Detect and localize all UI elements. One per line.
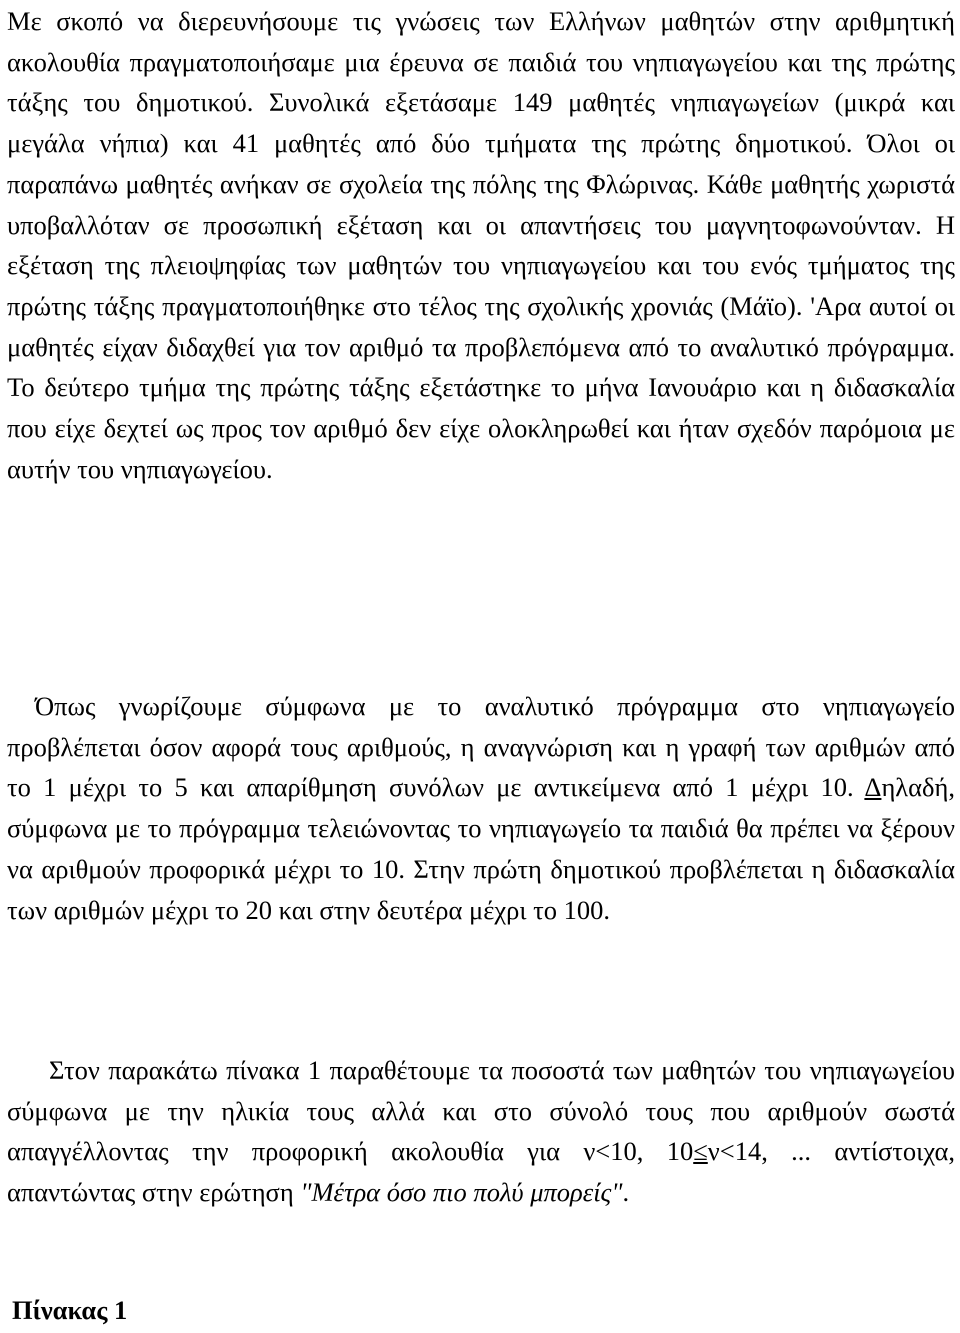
paragraph-table-intro-text-end: .: [622, 1177, 630, 1208]
table-title: Πίνακας 1: [12, 1295, 128, 1325]
question-quote: "Μέτρα όσο πιο πολύ μπορείς": [300, 1177, 623, 1208]
paragraph-curriculum-underlined-letter: Δ: [864, 772, 882, 803]
paragraph-curriculum-text-end: ηλαδή, σύμφωνα με το πρόγραμμα τελειώνοντας το νηπιαγωγείο τα παιδιά θα πρέπει να ξέρουν να αριθμούν προφορικά μέχρι το 10. Στην πρώτη δημοτικού προβλέπεται η διδασκαλία των αριθμών μέχρι το 20 και στην δευτέρα μέχρι το 100.: [7, 772, 955, 925]
paragraph-table-intro: [7, 1050, 955, 1213]
less-equal-symbol: ≤: [693, 1136, 708, 1167]
paragraph-curriculum: [7, 686, 955, 930]
paragraph-table-intro-text-start: Στον παρακάτω πίνακα 1 παραθέτουμε τα ποσοστά των μαθητών του νηπιαγωγείου σύμφωνα με την ηλικία τους αλλά και στο σύνολό τους πoυ αριθμούν σωστά απαγγέλλοντας την προφορική ακολουθία για ν<10, 10: [7, 1055, 955, 1167]
paragraph-table-intro-text-middle: ν<14, ... αντίστοιχα, απαντώντας στην ερώτηση: [7, 1136, 956, 1208]
paragraph-research-method: Με σκοπό να διερευνήσουμε τις γνώσεις των Ελλήνων μαθητών στην αριθμητική ακολουθία πραγματοποιήσαμε μια έρευνα σε παιδιά του νηπιαγωγείου και της πρώτης τάξης του δημοτικού. Συνολικά εξετάσαμε 149 μαθητές νηπιαγωγείων (μικρά και μεγάλα νήπια) και 41 μαθητές από δύο τμήματα της πρώτης δημοτικού. Όλοι οι παραπάνω μαθητές ανήκαν σε σχολεία της πόλης της Φλώρινας. Κάθε μαθητής χωριστά υποβαλλόταν σε προσωπική εξέταση και οι απαντήσεις του μαγνητοφωνούνταν. Η εξέταση της πλειοψηφίας των μαθητών του νηπιαγωγείου και του ενός τμήματος της πρώτης τάξης πραγματοποιήθηκε στο τέλος της σχολικής χρονιάς (Μάϊο). 'Αρα αυτοί οι μαθητές είχαν διδαχθεί για τον αριθμό τα προβλεπόμενα από το αναλυτικό πρόγραμμα. Το δεύτερο τμήμα της πρώτης τάξης εξετάστηκε το μήνα Ιανουάριο και η διδασκαλία που είχε δεχτεί ως προς τον αριθμό δεν είχε ολοκληρωθεί και ήταν σχεδόν παρόμοια με αυτήν του νηπιαγωγείου.: [7, 6, 955, 484]
paragraph-curriculum-text-start: Όπως γνωρίζουμε σύμφωνα με το αναλυτικό πρόγραμμα στο νηπιαγωγείο προβλέπεται όσον αφορά τους αριθμούς, η αναγνώριση και η γραφή των αριθμών από το 1 μέχρι το 5 και απαρίθμηση συνόλων με αντικείμενα από 1 μέχρι 10.: [7, 691, 955, 803]
